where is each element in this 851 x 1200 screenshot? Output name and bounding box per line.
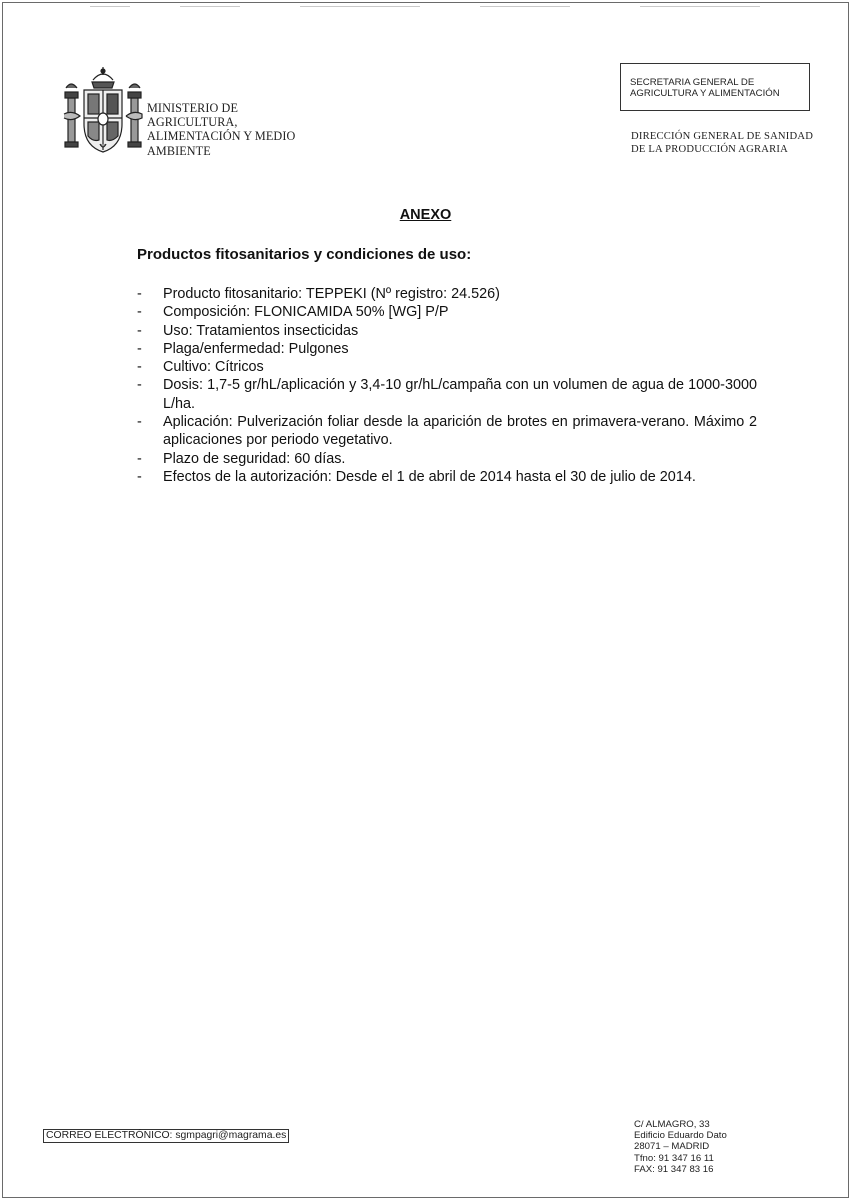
list-item-text: Cultivo: Cítricos	[163, 359, 264, 376]
ministry-line: ALIMENTACIÓN Y MEDIO	[147, 129, 296, 144]
list-item	[137, 340, 757, 358]
scan-artifact	[640, 6, 760, 7]
ministry-name	[147, 101, 295, 158]
coat-of-arms-of-spain-icon	[62, 66, 144, 158]
scan-artifact	[480, 6, 570, 7]
bullet-dash: -	[137, 450, 142, 467]
list-item-text: Producto fitosanitario: TEPPEKI (Nº registro: 24.526)	[163, 286, 500, 302]
list-item-text: Plazo de seguridad: 60 días.	[163, 450, 346, 467]
bullet-dash: -	[137, 414, 142, 431]
list-item	[137, 468, 757, 486]
direccion-general	[631, 130, 813, 156]
bullet-dash: -	[137, 322, 142, 339]
bullet-dash: -	[137, 286, 142, 302]
list-item	[137, 358, 757, 376]
scan-artifact	[90, 6, 130, 7]
list-item	[137, 303, 757, 321]
bullet-dash: -	[137, 340, 142, 357]
annex-title: ANEXO	[399, 207, 452, 223]
bullet-dash: -	[137, 304, 142, 321]
document-page	[2, 2, 849, 1198]
ministry-line: AGRICULTURA,	[147, 115, 238, 130]
address-line: 28071 – MADRID	[634, 1141, 710, 1153]
address-line: FAX: 91 347 83 16	[634, 1163, 714, 1175]
direccion-line: DIRECCIÓN GENERAL DE SANIDAD	[631, 131, 814, 142]
list-item-text: Plaga/enfermedad: Pulgones	[163, 340, 349, 357]
secretaria-line: SECRETARIA GENERAL DE	[630, 77, 755, 88]
scan-artifact	[300, 6, 420, 7]
bullet-dash: -	[137, 377, 142, 394]
scan-artifact	[180, 6, 240, 7]
address-line: Tfno: 91 347 16 11	[634, 1152, 714, 1164]
bullet-dash: -	[137, 468, 142, 485]
list-item	[137, 450, 757, 468]
ministry-line: AMBIENTE	[147, 143, 211, 158]
address-line: Edificio Eduardo Dato	[634, 1130, 727, 1142]
postal-address	[634, 1119, 727, 1175]
list-item	[137, 376, 757, 413]
list-item-text: Dosis: 1,7-5 gr/hL/aplicación y 3,4-10 gr/hL/campaña con un volumen de agua de 1000-3000 L/ha.	[163, 377, 757, 412]
list-item	[137, 413, 757, 450]
list-item	[137, 322, 757, 340]
conditions-list	[137, 285, 757, 486]
secretaria-line: AGRICULTURA Y ALIMENTACIÓN	[630, 87, 780, 99]
bullet-dash: -	[137, 359, 142, 376]
list-item-text: Uso: Tratamientos insecticidas	[163, 322, 359, 339]
contact-email: CORREO ELECTRÓNICO: sgmpagri@magrama.es	[43, 1129, 289, 1143]
section-subtitle: Productos fitosanitarios y condiciones de uso:	[137, 246, 472, 263]
secretaria-box	[620, 63, 810, 111]
address-line: C/ ALMAGRO, 33	[634, 1119, 710, 1130]
list-item-text: Efectos de la autorización: Desde el 1 de abril de 2014 hasta el 30 de julio de 2014.	[163, 468, 696, 485]
list-item	[137, 285, 757, 303]
direccion-line: DE LA PRODUCCIÓN AGRARIA	[631, 144, 788, 155]
list-item-text: Aplicación: Pulverización foliar desde la aparición de brotes en primavera-verano. Máximo 2 aplicaciones por periodo vegetativo.	[163, 414, 757, 449]
ministry-line: MINISTERIO DE	[147, 101, 239, 115]
list-item-text: Composición: FLONICAMIDA 50% [WG] P/P	[163, 304, 449, 321]
